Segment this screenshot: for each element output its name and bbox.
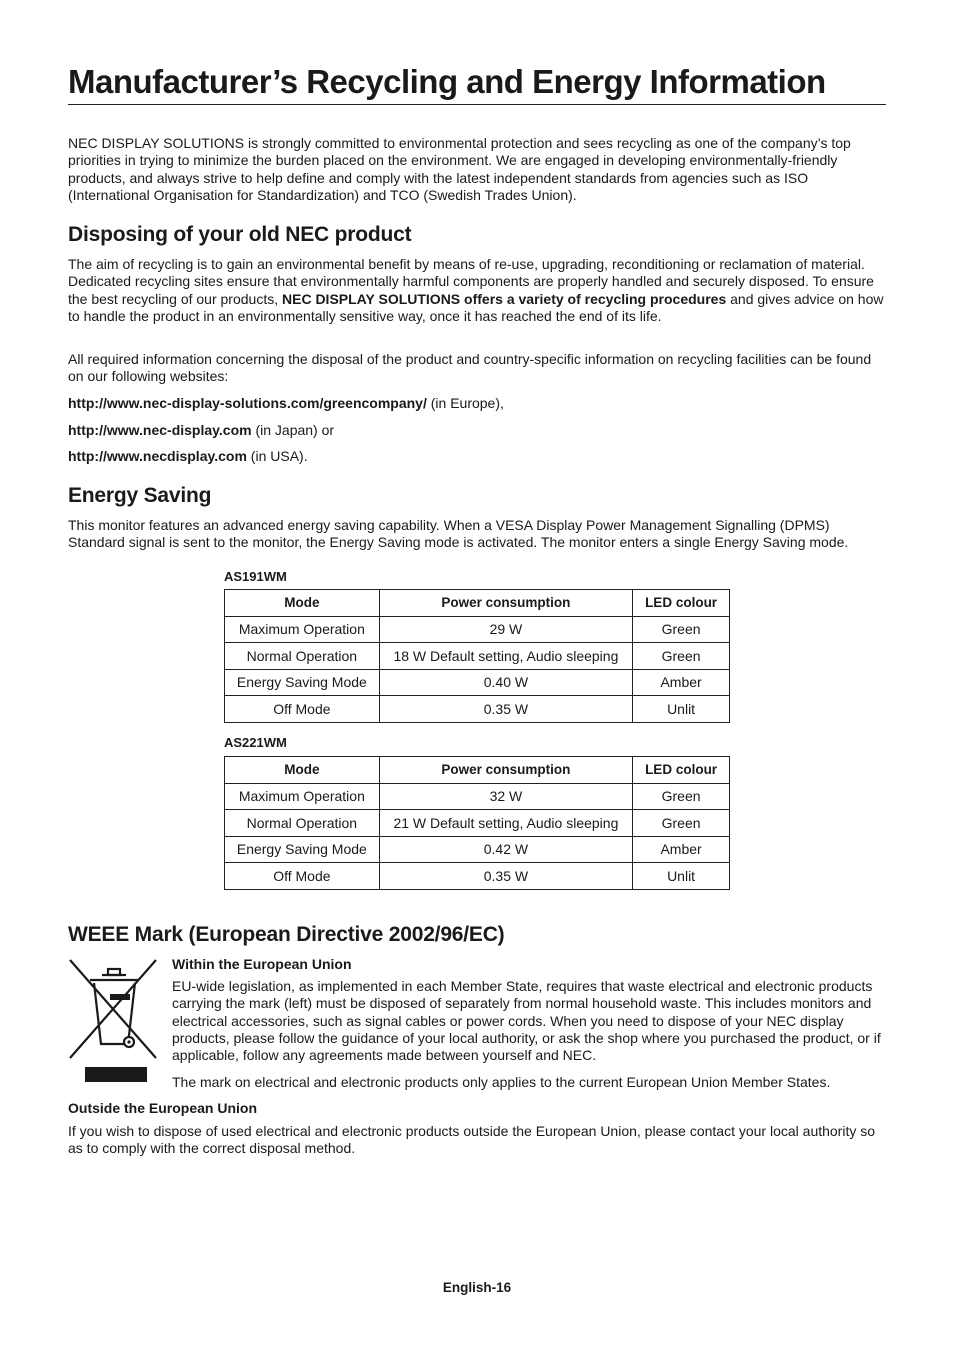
link-japan-line [68, 422, 886, 439]
eu-title: Within the European Union [172, 956, 352, 972]
cell-mode: Off Mode [225, 696, 380, 723]
outside-eu-title: Outside the European Union [68, 1100, 258, 1116]
disposing-text-a: The aim of recycling is to gain an environmental benefit by means of re-use, upgrading, reconditioning or reclamation of material. Dedicated recycling sites ensure that environmentally harmful components are properly handled and securely disposed. To ensure the best recycling of our products, [68, 256, 874, 307]
table-row [225, 810, 730, 837]
eu-paragraph-1: EU-wide legislation, as implemented in each Member State, requires that waste electrical and electronic products carrying the mark (left) must be disposed of separately from normal household waste. This includes monitors and electrical accessories, such as signal cables or power cords. When you need to dispose of your NEC display products, please follow the guidance of your local authority, or ask the shop where you purchased the product, or if applicable, follow any agreements made between yourself and NEC. [172, 978, 881, 1064]
cell-power: 32 W [379, 783, 632, 810]
table-row [225, 616, 730, 643]
intro-paragraph: NEC DISPLAY SOLUTIONS is strongly committed to environmental protection and sees recycling as one of the company’s top priorities in trying to minimize the burden placed on the environment. We are engaged in developing environmentally-friendly products, and always strive to help define and comply with the latest independent standards from agencies such as ISO (International Organisation for Standardization) and TCO (Swedish Trades Union). [68, 135, 851, 203]
cell-led: Green [633, 643, 730, 670]
cell-power: 0.35 W [379, 696, 632, 723]
cell-mode: Normal Operation [225, 643, 380, 670]
disposing-paragraph [68, 256, 886, 325]
outside-eu-paragraph: If you wish to dispose of used electrical and electronic products outside the European Union, please contact your local authority so as to comply with the correct disposal method. [68, 1123, 876, 1157]
table-header-row [225, 590, 730, 617]
link-europe[interactable]: http://www.nec-display-solutions.com/greencompany/ [68, 395, 427, 411]
power-table-as191wm [224, 589, 730, 723]
cell-led: Green [633, 616, 730, 643]
link-japan[interactable]: http://www.nec-display.com [68, 422, 252, 438]
weee-heading: WEEE Mark (European Directive 2002/96/EC) [68, 923, 505, 946]
header-power: Power consumption [379, 757, 632, 784]
cell-mode: Maximum Operation [225, 783, 380, 810]
link-japan-note: (in Japan) or [251, 422, 335, 438]
cell-power: 0.42 W [379, 836, 632, 863]
cell-led: Amber [633, 836, 730, 863]
table-row [225, 643, 730, 670]
header-led: LED colour [633, 757, 730, 784]
cell-power: 21 W Default setting, Audio sleeping [379, 810, 632, 837]
link-europe-note: (in Europe), [426, 395, 504, 411]
link-usa-line [68, 448, 886, 465]
header-power: Power consumption [379, 590, 632, 617]
table-model-as191wm: AS191WM [224, 569, 287, 584]
disposing-heading: Disposing of your old NEC product [68, 223, 412, 246]
cell-mode: Maximum Operation [225, 616, 380, 643]
table-row [225, 863, 730, 890]
link-usa[interactable]: http://www.necdisplay.com [68, 448, 247, 464]
table-model-as221wm: AS221WM [224, 735, 287, 750]
energy-heading: Energy Saving [68, 484, 212, 507]
disposing-text-b: and gives advice on how to handle the product in an environmentally sensitive way, once it has reached the end of its life. [68, 290, 884, 324]
websites-paragraph: All required information concerning the disposal of the product and country-specific information on recycling facilities can be found on our following websites: [68, 351, 872, 385]
cell-led: Amber [633, 669, 730, 696]
link-europe-line [68, 395, 886, 412]
table-row [225, 669, 730, 696]
cell-power: 0.40 W [379, 669, 632, 696]
power-table-as221wm [224, 756, 730, 890]
header-mode: Mode [225, 757, 380, 784]
cell-power: 0.35 W [379, 863, 632, 890]
cell-led: Green [633, 783, 730, 810]
cell-mode: Normal Operation [225, 810, 380, 837]
cell-power: 29 W [379, 616, 632, 643]
table-header-row [225, 757, 730, 784]
cell-led: Unlit [633, 696, 730, 723]
cell-led: Unlit [633, 863, 730, 890]
cell-led: Green [633, 810, 730, 837]
cell-mode: Off Mode [225, 863, 380, 890]
page-number: English-16 [442, 1280, 512, 1295]
page-title: Manufacturer’s Recycling and Energy Information [68, 62, 886, 105]
link-usa-note: (in USA). [246, 448, 308, 464]
eu-paragraph-2: The mark on electrical and electronic products only applies to the current European Union Member States. [172, 1074, 831, 1090]
table-row [225, 696, 730, 723]
header-mode: Mode [225, 590, 380, 617]
disposing-text-bold: NEC DISPLAY SOLUTIONS offers a variety of recycling procedures [282, 290, 727, 307]
energy-paragraph: This monitor features an advanced energy saving capability. When a VESA Display Power Management Signalling (DPMS) Standard signal is sent to the monitor, the Energy Saving mode is activated. The monitor enters a single Energy Saving mode. [68, 517, 849, 551]
weee-bin-icon [68, 956, 160, 1086]
cell-mode: Energy Saving Mode [225, 669, 380, 696]
table-row [225, 783, 730, 810]
header-led: LED colour [633, 590, 730, 617]
cell-mode: Energy Saving Mode [225, 836, 380, 863]
cell-power: 18 W Default setting, Audio sleeping [379, 643, 632, 670]
table-row [225, 836, 730, 863]
